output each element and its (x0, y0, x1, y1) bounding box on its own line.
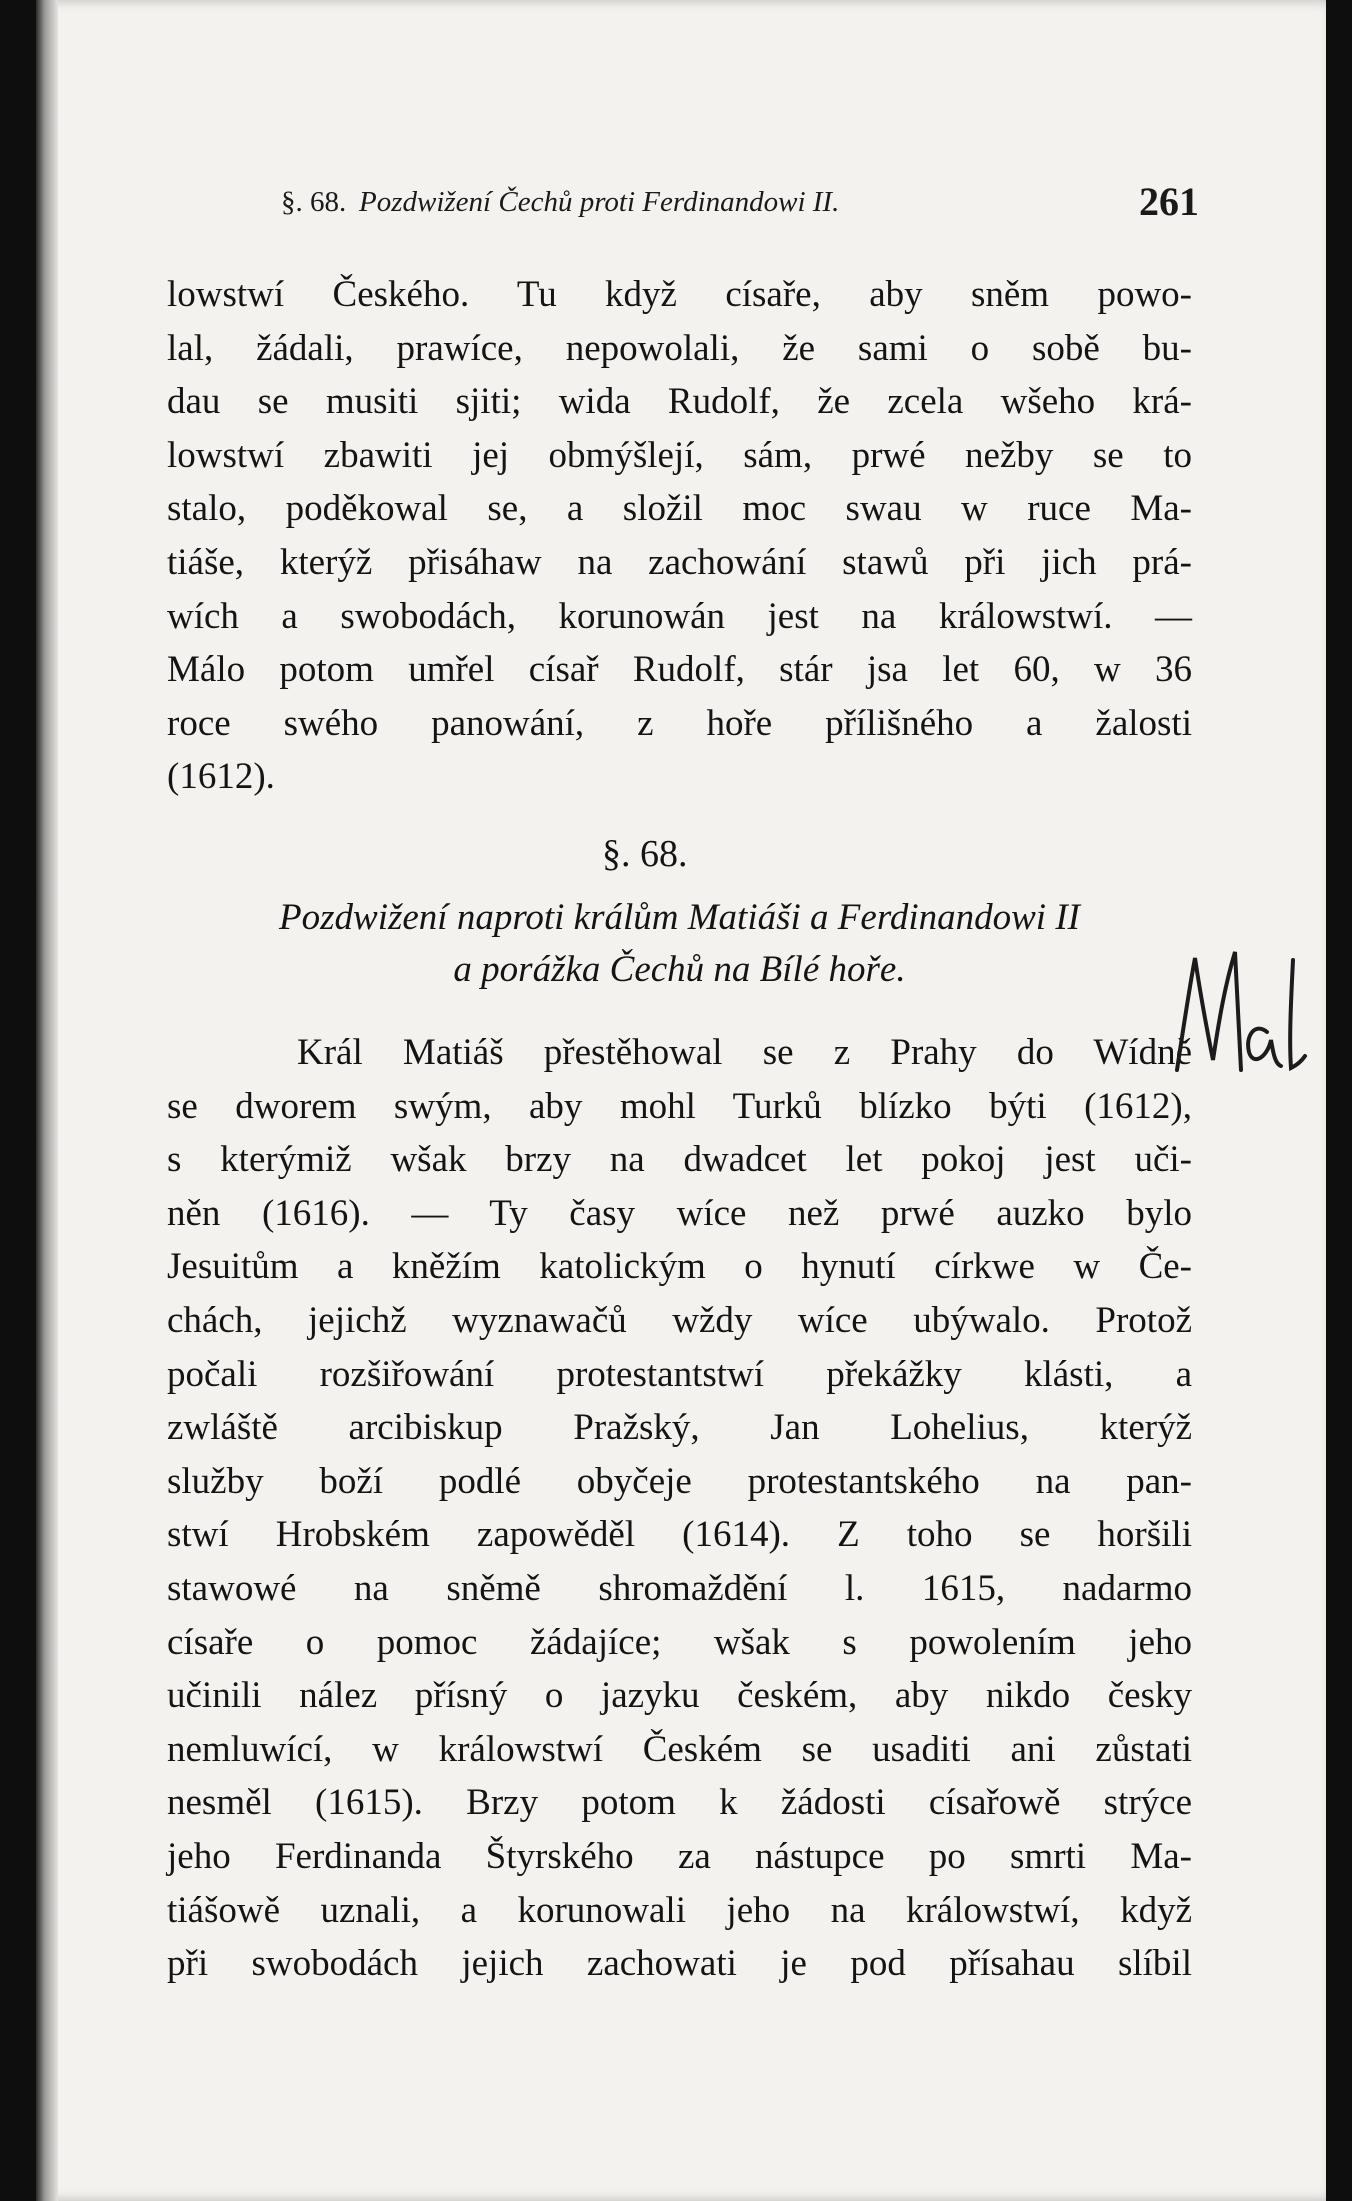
text-line: s kterýmiž wšak brzy na dwadcet let pokoj jest uči- (167, 1139, 1192, 1181)
section-heading-line-2: a porážka Čechů na Bílé hoře. (453, 949, 906, 990)
text-line: stalo, poděkowal se, a složil moc swau w ruce Ma- (167, 488, 1192, 530)
text-line: Král Matiáš přestěhowal se z Prahy do Wídně (297, 1032, 1192, 1073)
text-line: při swobodách jejich zachowati je pod přísahau slíbil (167, 1943, 1192, 1985)
text-line: chách, jejichž wyznawačů wždy wíce ubýwalo. Protož (167, 1299, 1192, 1341)
section-number: §. 68. (602, 833, 688, 875)
section-heading (167, 892, 1192, 996)
text-line: nesměl (1615). Brzy potom k žádosti císařowě strýce (167, 1782, 1192, 1824)
text-line: se dworem swým, aby mohl Turků blízko býti (1612), (167, 1085, 1192, 1127)
text-line: tiáše, kterýž přisáhaw na zachowání stawů při jich prá- (167, 541, 1192, 583)
text-line: něn (1616). — Ty časy wíce než prwé auzko bylo (167, 1192, 1192, 1234)
text-line: tiášowě uznali, a korunowali jeho na králowstwí, když (167, 1889, 1192, 1931)
text-line: jeho Ferdinanda Štyrského za nástupce po smrti Ma- (167, 1835, 1192, 1877)
handwritten-margin-note (1169, 940, 1319, 1090)
running-header (281, 178, 1199, 238)
text-line: nemluwící, w králowstwí Českém se usaditi ani zůstati (167, 1728, 1192, 1770)
text-line: wích a swobodách, korunowán jest na králowstwí. — (167, 595, 1192, 637)
text-line: lowstwí Českého. Tu když císaře, aby sněm powo- (167, 274, 1192, 315)
header-running-title: Pozdwižení Čechů proti Ferdinandowi II. (359, 186, 840, 218)
text-line: (1612). (167, 756, 275, 798)
body-text-bottom (167, 1026, 1192, 1991)
page-number: 261 (1139, 179, 1199, 224)
book-page (36, 0, 1326, 2201)
header-section-symbol: §. 68. (281, 186, 347, 218)
text-line: Jesuitům a kněžím katolickým o hynutí církwe w Če- (167, 1246, 1192, 1288)
text-line: dau se musiti sjiti; wida Rudolf, že zcela wšeho krá- (167, 381, 1192, 423)
text-line: lal, žádali, prawíce, nepowolali, že sami o sobě bu- (167, 327, 1192, 369)
text-line: císaře o pomoc žádajíce; wšak s powolením jeho (167, 1621, 1192, 1663)
text-line: roce swého panowání, z hoře přílišného a žalosti (167, 702, 1192, 744)
text-line: zwláště arcibiskup Pražský, Jan Lohelius, kterýž (167, 1407, 1192, 1449)
text-line: stawowé na sněmě shromaždění l. 1615, nadarmo (167, 1567, 1192, 1609)
book-spine-shadow (36, 0, 58, 2201)
text-line: počali rozšiřowání protestantstwí překážky klásti, a (167, 1353, 1192, 1395)
text-line: stwí Hrobském zapowěděl (1614). Z toho se horšili (167, 1514, 1192, 1556)
text-line: učinili nález přísný o jazyku českém, aby nikdo česky (167, 1675, 1192, 1717)
text-line: Málo potom umřel císař Rudolf, stár jsa let 60, w 36 (167, 649, 1192, 691)
text-line: lowstwí zbawiti jej obmýšlejí, sám, prwé nežby se to (167, 434, 1192, 476)
section-heading-line-1: Pozdwižení naproti králům Matiáši a Ferdinandowi II (279, 897, 1080, 938)
text-line: služby boží podlé obyčeje protestantského na pan- (167, 1460, 1192, 1502)
body-text-top (167, 268, 1192, 804)
